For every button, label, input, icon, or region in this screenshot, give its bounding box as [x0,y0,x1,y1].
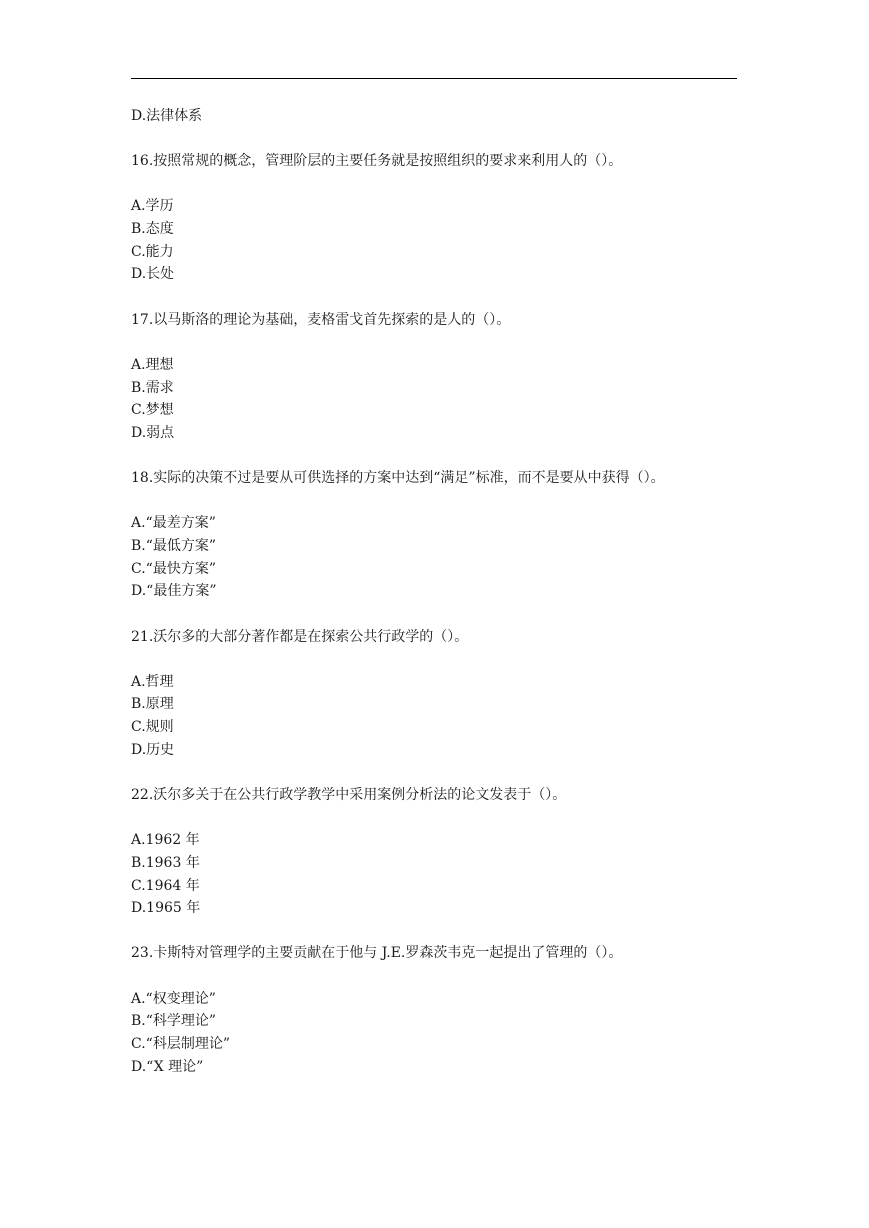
option-23-d: D.“X 理论” [131,1058,204,1075]
option-22-c: C.1964 年 [131,877,200,894]
question-23: 23.卡斯特对管理学的主要贡献在于他与 J.E.罗森茨韦克一起提出了管理的（）。 [131,945,623,962]
option-17-c: C.梦想 [131,402,174,419]
option-16-d: D.长处 [131,266,175,283]
option-16-c: C.能力 [131,243,174,260]
option-18-a: A.“最差方案” [131,515,216,532]
option-17-a: A.理想 [131,356,174,373]
option-22-d: D.1965 年 [131,900,201,917]
option-22-b: B.1963 年 [131,854,200,871]
question-18: 18.实际的决策不过是要从可供选择的方案中达到“满足”标准，而不是要从中获得（）。 [131,470,665,487]
header-rule [131,78,737,79]
option-22-a: A.1962 年 [131,832,200,849]
leading-option: D.法律体系 [131,108,203,124]
document-body [131,105,751,1078]
option-17-b: B.需求 [131,379,174,396]
option-23-b: B.“科学理论” [131,1013,217,1030]
option-21-d: D.历史 [131,741,175,758]
option-16-b: B.态度 [131,221,174,238]
option-21-a: A.哲理 [131,673,174,690]
question-16: 16.按照常规的概念，管理阶层的主要任务就是按照组织的要求来利用人的（）。 [131,153,623,170]
question-21: 21.沃尔多的大部分著作都是在探索公共行政学的（）。 [131,628,469,645]
option-18-b: B.“最低方案” [131,537,217,554]
option-18-c: C.“最快方案” [131,560,216,577]
option-23-a: A.“权变理论” [131,990,216,1007]
question-22: 22.沃尔多关于在公共行政学教学中采用案例分析法的论文发表于（）。 [131,786,567,803]
option-16-a: A.学历 [131,198,174,215]
option-17-d: D.弱点 [131,424,175,441]
option-21-b: B.原理 [131,696,174,713]
option-21-c: C.规则 [131,719,174,736]
option-18-d: D.“最佳方案” [131,583,217,600]
option-23-c: C.“科层制理论” [131,1035,230,1052]
question-17: 17.以马斯洛的理论为基础，麦格雷戈首先探索的是人的（）。 [131,311,511,328]
